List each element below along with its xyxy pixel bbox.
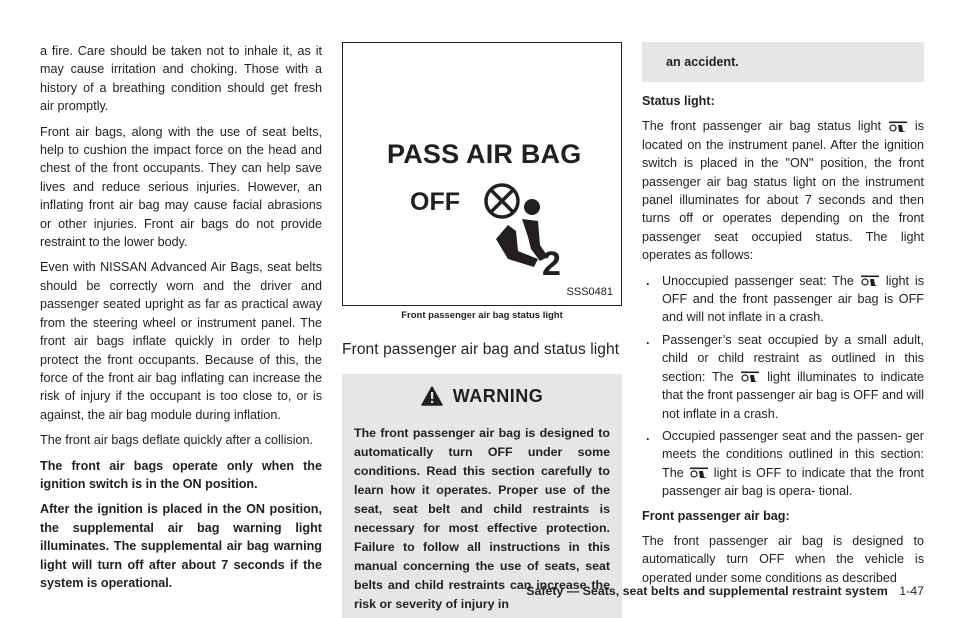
bullet-mark: . bbox=[646, 428, 650, 443]
bold-paragraph: After the ignition is placed in the ON position, the supplemental air bag warning light illuminates. The supplemental air bag warning light will turn off after about 7 seconds if the system is operational. bbox=[40, 502, 322, 590]
list-item bbox=[642, 272, 924, 327]
warning-triangle-icon bbox=[421, 386, 443, 406]
paragraph: Even with NISSAN Advanced Air Bags, seat belts should be correctly worn and the driver and passenger seated upright as far as practical away from the steering wheel or instrument panel. The front air bags inflate quickly in order to help protect the front occupants. Because of this, the force of the front air bag inflating can increase the risk of injury if the occupant is too close to, or is against, the air bag module during inflation. bbox=[40, 260, 322, 422]
warning-continuation-text: an accident. bbox=[666, 55, 739, 69]
status-light-figure bbox=[342, 42, 622, 306]
passenger-airbag-off-icon bbox=[860, 275, 880, 287]
list-item bbox=[642, 427, 924, 501]
passenger-airbag-off-icon bbox=[740, 371, 760, 383]
passenger-airbag-off-icon bbox=[689, 467, 709, 479]
warning-box bbox=[342, 374, 622, 618]
bold-paragraph: The front air bags operate only when the ignition switch is in the ON position. bbox=[40, 458, 322, 491]
status-bullet-list bbox=[642, 272, 924, 501]
bullet-mark: . bbox=[646, 273, 650, 288]
footer-title: Safety — Seats, seat belts and supplemental restraint system bbox=[526, 584, 888, 598]
bullet-text: Unoccupied passenger seat: The bbox=[662, 273, 854, 288]
left-column bbox=[40, 42, 322, 599]
bullet-text: light is OFF to indicate that the front passenger air bag is opera- tional. bbox=[662, 465, 925, 499]
warning-continuation-box bbox=[642, 42, 924, 82]
warning-text: The front passenger air bag is designed to automatically turn OFF under some conditions. Read this section carefully to learn how it operates. Proper use of the seat, seat belt and child restraints is necessary for most effective protection. Failure to follow all instructions in this manual concerning the use of seats, seat belts and child restraints can increase the risk or severity of injury in bbox=[354, 425, 610, 611]
list-item bbox=[642, 331, 924, 423]
bullet-text: Occupied passenger seat and the passen- ger meets the conditions outlined in this section: The bbox=[662, 428, 924, 480]
figure-off-text: OFF bbox=[410, 188, 460, 216]
paragraph: a fire. Care should be taken not to inhale it, as it may cause irritation and choking. Those with a history of a breathing condition should get fresh air promptly. bbox=[40, 44, 322, 114]
figure-icon-digit: 2 bbox=[542, 245, 561, 279]
status-intro-text: is located on the instrument panel. After the ignition switch is placed in the "ON" position, the front passenger air bag status light on the instrument panel illuminates for about 7 seconds and then turns off or operates depending on the front passenger seat occupied status. The light operates as follows: bbox=[642, 119, 925, 263]
section-heading: Front passenger air bag and status light bbox=[342, 341, 620, 359]
status-intro bbox=[642, 117, 924, 264]
bullet-text: Passenger’s seat occupied by a small adult, child or child restraint as outlined in this section: The bbox=[662, 332, 924, 384]
warning-header bbox=[354, 386, 610, 406]
bullet-mark: . bbox=[646, 332, 650, 347]
right-column bbox=[642, 42, 924, 594]
paragraph: The front air bags deflate quickly after a collision. bbox=[40, 433, 314, 448]
paragraph: Front air bags, along with the use of seat belts, help to cushion the impact force on the head and chest of the front occupants. They can help save lives and reduce serious injuries. However, an inflating front air bag may cause facial abrasions or other injuries. Front air bags do not provide restraint to the lower body. bbox=[40, 124, 322, 250]
figure-caption: Front passenger air bag status light bbox=[401, 310, 563, 321]
bullet-text: light is OFF and the front passenger air bag is OFF and will not inflate in a crash. bbox=[662, 273, 925, 325]
passenger-airbag-off-icon bbox=[888, 121, 908, 133]
middle-column bbox=[342, 42, 622, 618]
figure-pass-air-bag-text: PASS AIR BAG bbox=[387, 139, 582, 169]
figure-code: SSS0481 bbox=[566, 285, 613, 298]
airbag-paragraph: The front passenger air bag is designed to automatically turn OFF when the vehicle is operated under some conditions as described bbox=[642, 533, 924, 585]
page-number: 1-47 bbox=[899, 584, 924, 598]
status-light-heading: Status light: bbox=[642, 94, 715, 108]
passenger-airbag-off-icon bbox=[478, 179, 568, 279]
page-footer bbox=[0, 584, 960, 598]
status-intro-text: The front passenger air bag status light bbox=[642, 119, 882, 134]
bullet-text: light illuminates to indicate that the front passenger air bag is OFF and will not inflate in a crash. bbox=[662, 369, 925, 421]
warning-title: WARNING bbox=[452, 385, 544, 406]
airbag-heading: Front passenger air bag: bbox=[642, 508, 790, 523]
